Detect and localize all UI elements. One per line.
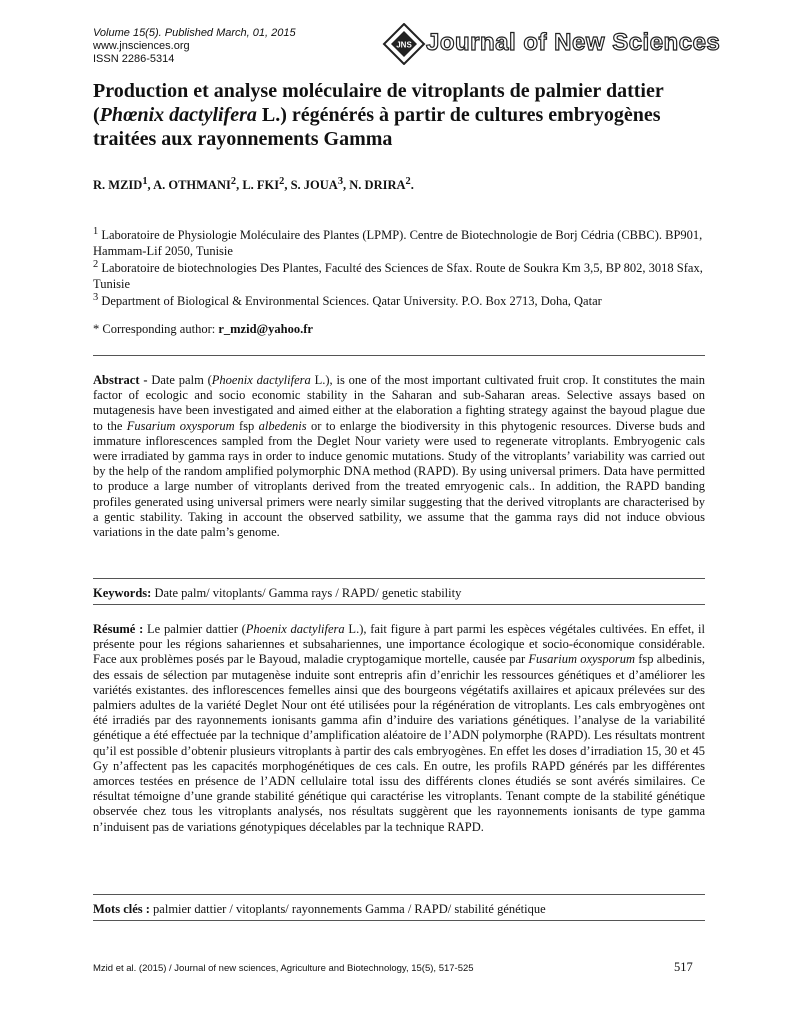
author-name: S. JOUA <box>290 178 338 193</box>
resume <box>93 622 705 835</box>
author-name: R. MZID <box>93 178 143 193</box>
mots-cles-label: Mots clés : <box>93 902 150 916</box>
divider <box>93 578 705 579</box>
journal-meta <box>93 27 296 66</box>
affiliation-1 <box>93 224 705 259</box>
corresponding-email: r_mzid@yahoo.fr <box>218 322 313 336</box>
resume-text: Le palmier dattier (Phoenix dactylifera L.), fait figure à part parmi les espèces végétales cultivées. En effet, il présente pour les régions sahariennes et subsahariennes, une importance écologique et socio-économique considérable. Face aux problèmes posés par le Bayoud, maladie cryptogamique mortelle, causée par Fusarium oxysporum fsp albedinis, des essais de sélection par mutagenèse induite sont entrepris afin d’enrichir les ressources génétiques et d’améliorer les variétés existantes. des inflorescences femelles ainsi que des bourgeons végétatifs axillaires et apicaux prélevées sur des palmiers adultes de la variété Deglet Nour ont été utilisées pour la régénération de vitroplants. Les cals embryogènes ont été irradiés par des rayonnements ionisants gamma afin d’induire des variations génétiques. l’analyse de la variabilité génétique a été effectuée par la technique d’amplification aléatoire de l’ADN polymorphe (RAPD). Les résultats montrent qu’il est possible d’obtenir plusieurs vitroplants à partir des cals embryogènes. En effet les doses d’irradiation 15, 30 et 45 Gy n’affectent pas les capacités morphogénétiques de ces cals. En outre, les profils RAPD générés par les différentes amorces testées en présence de l’ADN cellulaire total issu des différents clones étudiés se sont avérés similaires. Ce résultat témoigne d’une grande stabilité génétique qui caractérise les vitroplants. Tenant compte de la stabilité génétique observée chez tous les vitroplants analysés, nos résultats suggèrent que les rayonnements ionisants de type gamma n’induisent pas de variations génotypiques décelables par la technique RAPD. <box>93 622 706 834</box>
divider <box>93 604 705 605</box>
website-line: www.jnsciences.org <box>93 40 190 52</box>
issn-line: ISSN 2286-5314 <box>93 53 175 65</box>
mots-cles <box>93 902 546 917</box>
author-sup: 1 <box>142 176 148 187</box>
jns-logo-icon <box>382 23 426 65</box>
abstract-label: Abstract - <box>93 373 152 387</box>
title-italic: Phœnix dactylifera <box>99 104 257 126</box>
author-sup: 2 <box>405 176 411 187</box>
affiliation-text: Department of Biological & Environmental Sciences. Qatar University. P.O. Box 2713, Doha, Qatar <box>101 294 602 309</box>
abstract <box>93 373 705 540</box>
footer-citation: Mzid et al. (2015) / Journal of new sciences, Agriculture and Biotechnology, 15(5), 517-525 <box>93 963 474 974</box>
article-title <box>93 79 703 151</box>
author-sup: 3 <box>337 176 344 187</box>
affiliation-sup: 3 <box>93 292 99 303</box>
logo-badge-text: JNS <box>396 40 412 50</box>
corresponding-author <box>93 322 313 337</box>
affiliation-2 <box>93 257 705 292</box>
keywords <box>93 586 461 601</box>
divider <box>93 355 705 356</box>
affiliation-text: Laboratoire de Physiologie Moléculaire des Plantes (LPMP). Centre de Biotechnologie de Borj Cédria (CBBC). BP901, Hammam-Lif 2050, Tunisie <box>93 228 703 259</box>
keywords-text: Date palm/ vitoplants/ Gamma rays / RAPD/ genetic stability <box>151 586 462 600</box>
title-part-2: L.) régénérés à partir de cultures embryogènes traitées aux rayonnements Gamma <box>93 104 661 150</box>
author-sup: 2 <box>279 176 285 187</box>
affiliation-text: Laboratoire de biotechnologies Des Plantes, Faculté des Sciences de Sfax. Route de Soukra Km 3,5, BP 802, 3018 Sfax, Tunisie <box>93 261 703 292</box>
mots-cles-text: palmier dattier / vitoplants/ rayonnements Gamma / RAPD/ stabilité génétique <box>149 902 546 916</box>
affiliation-sup: 1 <box>93 226 99 237</box>
volume-line: Volume 15(5). Published March, 01, 2015 <box>93 27 296 39</box>
keywords-label: Keywords: <box>93 586 152 600</box>
author-list: R. MZID$^1$, A. OTHMANI$^2$, L. FKI$^2$, S. JOUA$^3$, N. DRIRA$^2$. <box>93 176 414 193</box>
author-sup: 2 <box>230 176 237 187</box>
affiliation-3 <box>93 290 705 309</box>
journal-logo <box>382 23 721 65</box>
author-name: N. DRIRA <box>349 178 406 193</box>
logo-text: Journal of New Sciences <box>426 29 721 56</box>
author-name: A. OTHMANI <box>153 178 231 193</box>
divider <box>93 894 705 895</box>
resume-label: Résumé : <box>93 622 148 636</box>
affiliation-sup: 2 <box>93 259 99 270</box>
divider <box>93 920 705 921</box>
abstract-text: Date palm (Phoenix dactylifera L.), is one of the most important cultivated fruit crop. It constitutes the main factor of ecologic and socio economic stability in the Saharan and sub-Saharan areas. Selective assays based on mutagenesis have been investigated and aimed either at the elaboration a fighting strategy against the bayoud plague due to the Fusarium oxysporum fsp albedenis or to enlarge the biodiversity in this phytogenic resources. Diverse buds and immature inflorescences sampled from the Deglet Nour variety were used to regenerate vitroplants. Embryogenic cals were irradiated by gamma rays in order to induce genomic mutations. Study of the vitroplants’ variability was carried out by the help of the random amplified polymorphic DNA method (RAPD). By using universal primers. Data have permitted to produce a large number of vitroplants derived from the treated emryogenic cals.. In addition, the RAPD banding profiles generated using universal primers were nearly similar suggesting that the derived vitroplants are characterised by a gentic stability. Taking in account the observed satbility, we assume that the gamma rays did not induce obvious variations in the date palm’s genome. <box>93 373 706 540</box>
page-number: 517 <box>674 960 693 974</box>
title-part-1: Production et analyse moléculaire de vitroplants de palmier dattier ( <box>93 80 664 126</box>
author-name: L. FKI <box>242 178 280 193</box>
corresponding-label: * Corresponding author: <box>93 322 219 336</box>
